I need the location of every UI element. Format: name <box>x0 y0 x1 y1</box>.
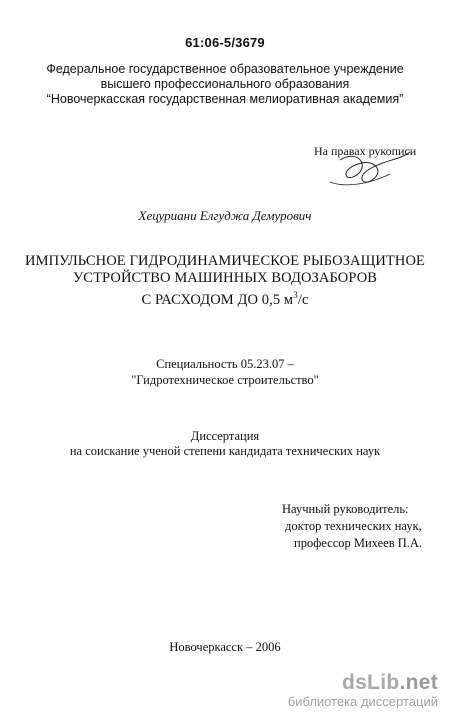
supervisor-line-1: Научный руководитель: <box>282 502 409 516</box>
specialty-line-1: Специальность 05.23.07 – <box>156 357 294 371</box>
title-line-3-main: С РАСХОДОМ ДО 0,5 м <box>141 291 294 308</box>
institution-line-3: “Новочеркасская государственная мелиоративная академия” <box>46 92 404 106</box>
watermark-logo-tld: .net <box>399 671 438 694</box>
title-line-3-sup: 3 <box>293 290 298 300</box>
manuscript-rights: На правах рукописи <box>314 144 417 158</box>
supervisor-line-2: доктор технических наук, <box>285 519 422 533</box>
archive-code: 61:06-5/3679 <box>185 35 265 50</box>
supervisor-line-3: профессор Михеев П.А. <box>294 536 423 550</box>
watermark-logo <box>288 672 438 694</box>
specialty-line-2: "Гидротехническое строительство" <box>131 373 319 387</box>
title-line-1: ИМПУЛЬСНОЕ ГИДРОДИНАМИЧЕСКОЕ РЫБОЗАЩИТНОЕ <box>25 253 425 269</box>
institution-header <box>0 62 450 107</box>
dissertation-type <box>0 429 450 459</box>
watermark <box>288 672 438 710</box>
institution-line-2: высшего профессионального образования <box>100 77 350 91</box>
watermark-logo-main: dsLib <box>341 671 400 694</box>
title-line-3 <box>0 287 450 309</box>
author-name: Хецуриани Елгуджа Демурович <box>138 208 312 223</box>
city-year: Новочеркасск – 2006 <box>169 640 281 654</box>
dissertation-title <box>0 253 450 309</box>
dissertation-line-2: на соискание ученой степени кандидата технических наук <box>69 444 381 458</box>
supervisor-block <box>282 501 422 552</box>
title-line-3-tail: /с <box>297 291 309 308</box>
specialty-block <box>0 356 450 388</box>
dissertation-line-1: Диссертация <box>190 429 260 443</box>
title-line-2: УСТРОЙСТВО МАШИННЫХ ВОДОЗАБОРОВ <box>72 270 378 286</box>
watermark-subtitle: библиотека диссертаций <box>287 694 438 709</box>
institution-line-1: Федеральное государственное образовательное учреждение <box>46 62 404 76</box>
